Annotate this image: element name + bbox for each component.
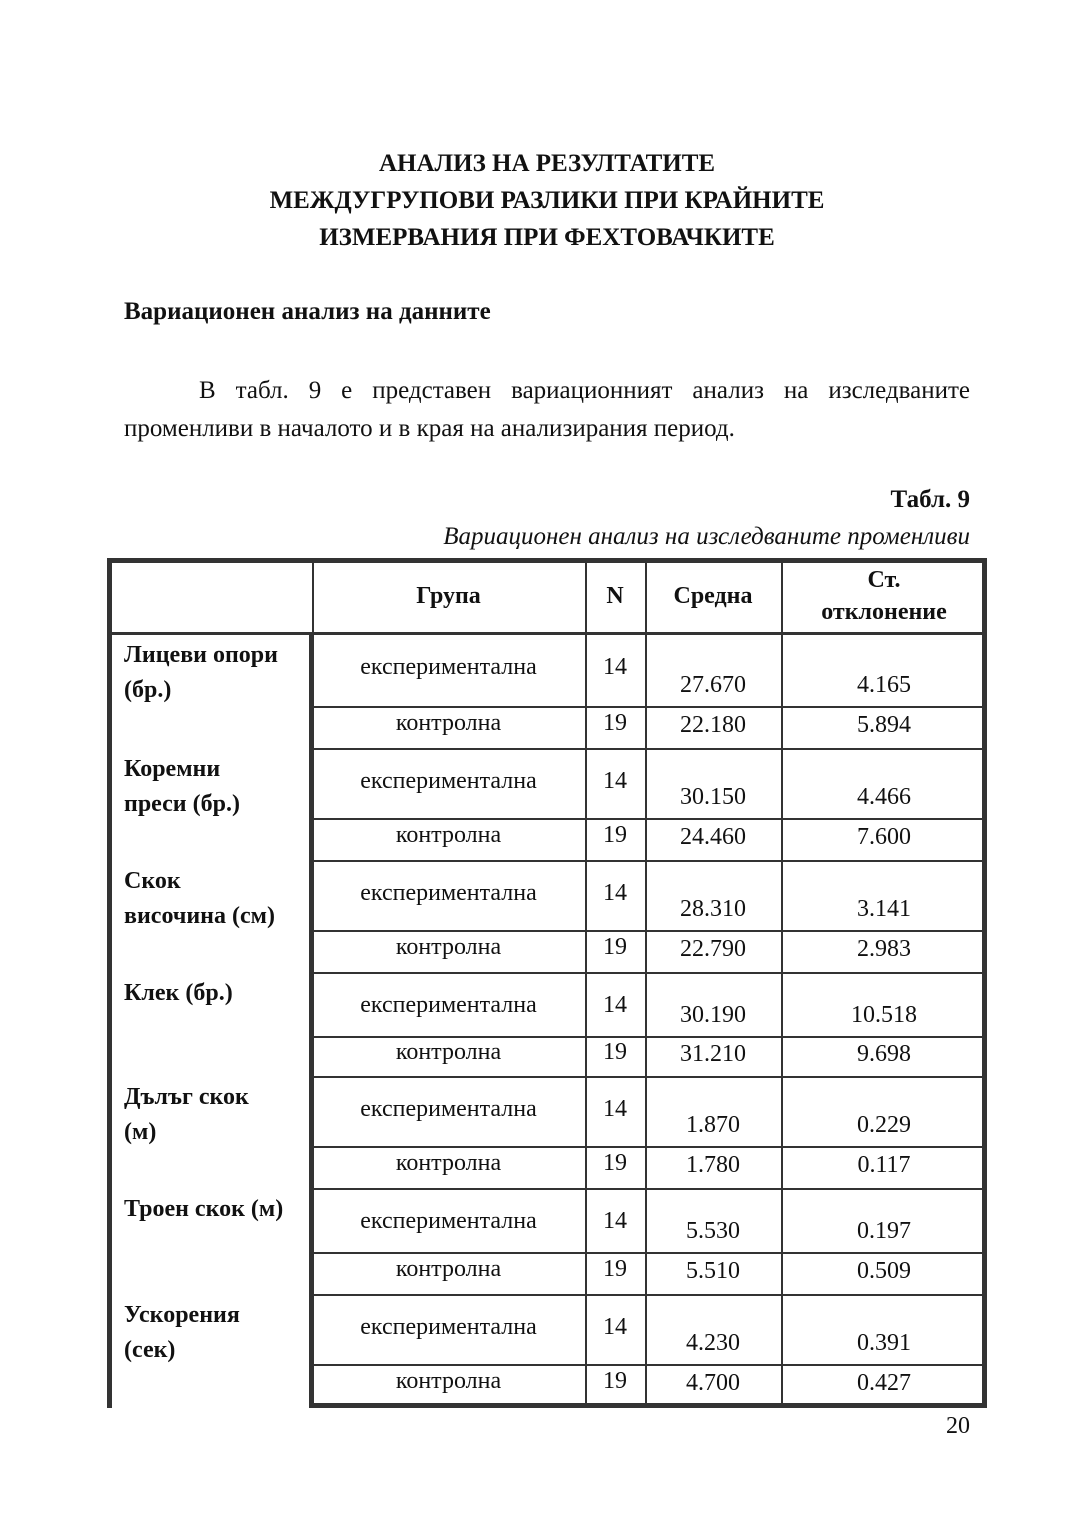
group-cell: контролна: [395, 822, 502, 848]
variable-label-line1: Дълъг скок: [124, 1084, 249, 1110]
paragraph-line-2: променливи в началото и в края на анализирания период.: [124, 415, 735, 442]
group-cell: контролна: [395, 1368, 502, 1394]
group-cell: контролна: [395, 1039, 502, 1065]
variable-label: [124, 864, 309, 944]
row-line-6: [312, 706, 987, 708]
n-cell: 14: [603, 1314, 627, 1340]
variable-label-line2: височина (см): [124, 903, 275, 929]
header-group: Група: [416, 583, 481, 609]
mean-cell: 30.150: [680, 784, 746, 810]
n-cell: 19: [603, 710, 627, 736]
row-line-12: [312, 1364, 987, 1366]
header-sd: [781, 558, 987, 634]
mean-cell: 30.190: [680, 1002, 746, 1028]
variable-label-line1: Троен скок (м): [124, 1196, 284, 1222]
group-cell: контролна: [395, 934, 502, 960]
row-line-8: [312, 930, 987, 932]
page-heading: [0, 145, 1080, 256]
paragraph-line-1: В табл. 9 е представен вариационният анализ на изследваните: [199, 377, 970, 404]
n-cell: 14: [603, 654, 627, 680]
section-subheading: Вариационен анализ на данните: [124, 298, 491, 325]
sd-cell: 7.600: [857, 824, 911, 850]
group-cell: експериментална: [360, 880, 537, 906]
mean-cell: 22.790: [680, 936, 746, 962]
mean-cell: 5.530: [686, 1218, 740, 1244]
group-cell: експериментална: [360, 992, 537, 1018]
mean-cell: 1.780: [686, 1152, 740, 1178]
n-cell: 14: [603, 1208, 627, 1234]
row-line-7: [312, 818, 987, 820]
variable-label-line1: Лицеви опори: [124, 642, 278, 668]
n-cell: 19: [603, 822, 627, 848]
page-number: 20: [946, 1413, 970, 1439]
row-line-9: [312, 1036, 987, 1038]
row-line-4: [312, 1188, 987, 1190]
group-cell: експериментална: [360, 654, 537, 680]
row-line-5: [312, 1294, 987, 1296]
n-cell: 19: [603, 1256, 627, 1282]
header-sd-line2: отклонение: [821, 599, 947, 625]
n-cell: 14: [603, 768, 627, 794]
variable-label-line1: Ускорения: [124, 1302, 240, 1328]
group-cell: контролна: [395, 1150, 502, 1176]
variable-label: [124, 976, 309, 1056]
sd-cell: 3.141: [857, 896, 911, 922]
n-cell: 19: [603, 1368, 627, 1394]
variable-label-line1: Клек (бр.): [124, 980, 233, 1006]
n-cell: 14: [603, 880, 627, 906]
group-cell: контролна: [395, 710, 502, 736]
sd-cell: 0.229: [857, 1112, 911, 1138]
row-line-1: [312, 860, 987, 862]
n-cell: 19: [603, 1039, 627, 1065]
sd-cell: 2.983: [857, 936, 911, 962]
row-line-2: [312, 972, 987, 974]
variable-label-line2: (сек): [124, 1337, 176, 1363]
n-cell: 14: [603, 1096, 627, 1122]
table-border-bottom: [312, 1403, 987, 1408]
n-cell: 19: [603, 934, 627, 960]
variable-label-line2: преси (бр.): [124, 791, 240, 817]
variable-label: [124, 752, 309, 832]
variable-label-line1: Скок: [124, 868, 181, 894]
table-label: Табл. 9: [890, 486, 970, 513]
header-sd-line1: Ст.: [867, 567, 901, 593]
row-line-10: [312, 1146, 987, 1148]
row-line-0: [312, 748, 987, 750]
sd-cell: 4.165: [857, 672, 911, 698]
variable-label-line2: (бр.): [124, 677, 172, 703]
variable-label: [124, 638, 309, 718]
sd-cell: 10.518: [851, 1002, 917, 1028]
group-cell: експериментална: [360, 1096, 537, 1122]
mean-cell: 31.210: [680, 1041, 746, 1067]
mean-cell: 22.180: [680, 712, 746, 738]
group-cell: експериментална: [360, 1314, 537, 1340]
sd-cell: 0.427: [857, 1370, 911, 1396]
mean-cell: 24.460: [680, 824, 746, 850]
mean-cell: 1.870: [686, 1112, 740, 1138]
mean-cell: 5.510: [686, 1258, 740, 1284]
group-cell: експериментална: [360, 768, 537, 794]
variable-label-line1: Коремни: [124, 756, 221, 782]
sd-cell: 0.391: [857, 1330, 911, 1356]
variable-label: [124, 1298, 309, 1378]
sd-cell: 4.466: [857, 784, 911, 810]
mean-cell: 4.700: [686, 1370, 740, 1396]
intro-paragraph: [124, 372, 970, 448]
heading-line-1: АНАЛИЗ НА РЕЗУЛТАТИТЕ: [378, 150, 716, 177]
n-cell: 14: [603, 992, 627, 1018]
group-cell: контролна: [395, 1256, 502, 1282]
sd-cell: 5.894: [857, 712, 911, 738]
sd-cell: 0.197: [857, 1218, 911, 1244]
mean-cell: 27.670: [680, 672, 746, 698]
table-caption: Вариационен анализ на изследваните променливи: [443, 523, 970, 550]
mean-cell: 4.230: [686, 1330, 740, 1356]
sd-cell: 0.509: [857, 1258, 911, 1284]
header-n: N: [606, 583, 624, 609]
mean-cell: 28.310: [680, 896, 746, 922]
table-border-left: [107, 558, 112, 1408]
variable-label: [124, 1192, 309, 1272]
variation-table: [107, 558, 987, 1408]
heading-line-2: МЕЖДУГРУПОВИ РАЗЛИКИ ПРИ КРАЙНИТЕ: [269, 187, 825, 214]
sd-cell: 9.698: [857, 1041, 911, 1067]
variable-label-line2: (м): [124, 1119, 157, 1145]
group-cell: експериментална: [360, 1208, 537, 1234]
n-cell: 19: [603, 1150, 627, 1176]
header-mean: Средна: [673, 583, 753, 609]
row-line-11: [312, 1252, 987, 1254]
row-line-3: [312, 1076, 987, 1078]
sd-cell: 0.117: [857, 1152, 911, 1178]
variable-label: [124, 1080, 309, 1160]
heading-line-3: ИЗМЕРВАНИЯ ПРИ ФЕХТОВАЧКИТЕ: [319, 224, 775, 251]
